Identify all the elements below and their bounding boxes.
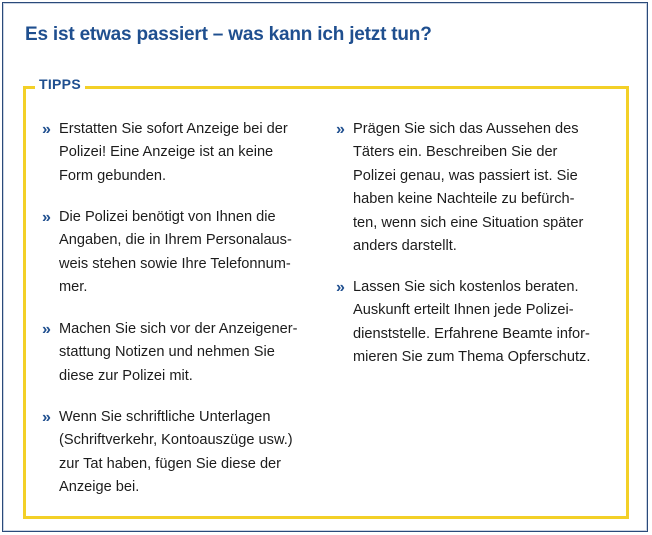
tip-line: ten, wenn sich eine Situation später	[353, 214, 584, 231]
tips-label: TIPPS	[35, 76, 85, 92]
bullet-icon: »	[42, 209, 51, 226]
tip-line: Machen Sie sich vor der Anzeigener-	[59, 321, 298, 337]
tip-line: diese zur Polizei mit.	[59, 367, 193, 384]
tip-line: Prägen Sie sich das Aussehen des	[353, 121, 579, 137]
tip-line: dienststelle. Erfahrene Beamte infor-	[353, 325, 590, 342]
tips-box	[23, 76, 629, 519]
tip-line: (Schriftverkehr, Kontoauszüge usw.)	[59, 432, 293, 449]
bullet-icon: »	[336, 121, 345, 138]
tip-text	[59, 406, 307, 500]
bullet-icon: »	[336, 279, 345, 296]
tip-line: Anzeige bei.	[59, 479, 140, 496]
tip-line: Lassen Sie sich kostenlos beraten.	[353, 279, 579, 295]
tip-line: weis stehen sowie Ihre Telefonnum-	[59, 255, 291, 272]
tip-line: Täters ein. Beschreiben Sie der	[353, 144, 558, 161]
tip-text	[353, 276, 601, 370]
tip-line: Die Polizei benötigt von Ihnen die	[59, 209, 276, 225]
tip-line: mieren Sie zum Thema Opferschutz.	[353, 349, 591, 366]
tip-line: Auskunft erteilt Ihnen jede Polizei-	[353, 302, 574, 319]
tip-text	[59, 206, 307, 300]
tip-line: mer.	[59, 279, 88, 296]
bullet-icon: »	[42, 409, 51, 426]
tip-line: zur Tat haben, fügen Sie diese der	[59, 455, 282, 472]
tip-line: Polizei! Eine Anzeige ist an keine	[59, 144, 274, 161]
tip-line: Polizei genau, was passiert ist. Sie	[353, 167, 578, 184]
bullet-icon: »	[42, 121, 51, 138]
bullet-icon: »	[42, 321, 51, 338]
tip-line: Angaben, die in Ihrem Personalaus-	[59, 232, 292, 249]
tip-line: haben keine Nachteile zu befürch-	[353, 191, 575, 208]
tip-line: Form gebunden.	[59, 167, 167, 184]
tip-line: Wenn Sie schriftliche Unterlagen	[59, 409, 271, 425]
tip-line: stattung Notizen und nehmen Sie	[59, 344, 275, 361]
page-title: Es ist etwas passiert – was kann ich jetzt tun?	[25, 24, 432, 45]
tip-line: anders darstellt.	[353, 238, 457, 255]
tip-text	[59, 118, 307, 188]
tip-text	[59, 318, 307, 388]
tip-line: Erstatten Sie sofort Anzeige bei der	[59, 121, 288, 137]
tip-text	[353, 118, 601, 258]
